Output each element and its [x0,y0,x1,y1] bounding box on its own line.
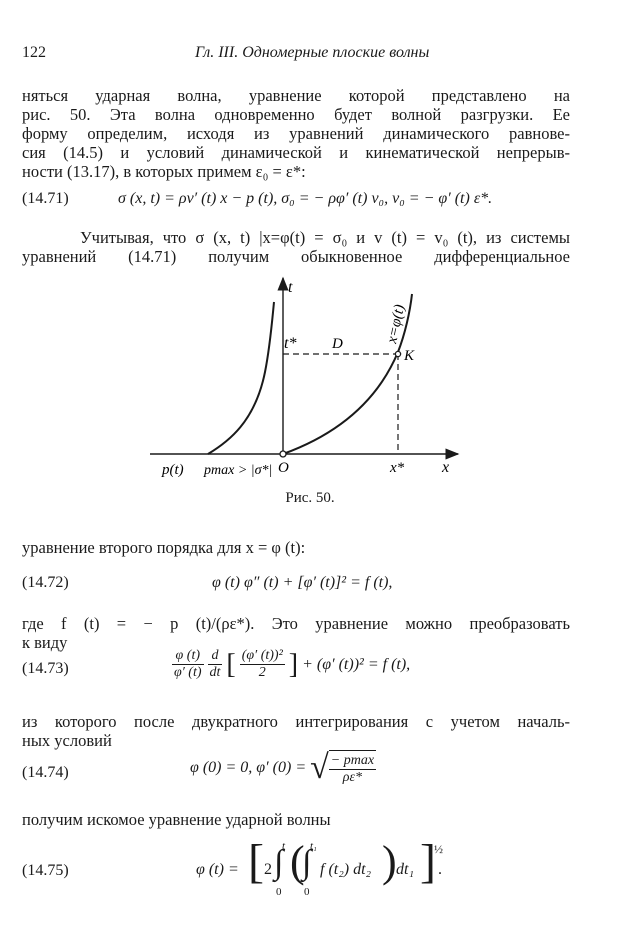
paragraph-3: уравнение второго порядка для x = φ (t): [22,538,306,557]
paragraph-2 [22,228,570,266]
pressure-curve [208,302,274,454]
region-d-label: D [332,336,343,352]
right-paren: ) [382,837,397,886]
fraction-numerator: − pmax [330,753,375,768]
text-line: Учитывая, что σ (x, t) |x=φ(t) = σ₀ и v (t) = v₀ (t), из системы [80,228,570,247]
dt1: dt₁ [396,861,415,878]
fraction-denominator: ρε* [342,770,363,785]
point-k [395,351,400,356]
fraction-denominator: φ′ (t) [174,665,202,680]
equation-14-71: σ (x, t) = ρv′ (t) x − p (t), σ₀ = − ρφ′ (t) v₀, v₀ = − φ′ (t) ε*. [118,190,493,207]
equation-label: (14.71) [22,190,69,207]
fraction-denominator: dt [209,665,221,680]
outer-lower-limit: 0 [276,886,282,898]
pmax-label: pmax > |σ*| [204,463,273,478]
text-line: форму определим, исходя из уравнений динамического равнове- [22,124,570,143]
page-number: 122 [22,44,46,61]
fraction-numerator: φ (t) [172,648,204,665]
text-line: ности (13.17), в которых примем ε₀ = ε*: [22,162,306,181]
paragraph-1 [22,86,570,181]
inner-upper-limit: t₁ [310,840,317,852]
right-bracket: ] [420,835,436,888]
equation-label: (14.72) [22,574,69,591]
x-axis-label: x [442,459,450,476]
left-bracket: [ [226,648,236,680]
equation-14-73 [172,648,410,681]
t-star-label: t* [284,335,297,352]
figure-50 [0,272,620,484]
figure-caption: Рис. 50. [285,490,335,506]
equation-left: φ (t) = [196,861,239,878]
text-line: где f (t) = − p (t)/(ρε*). Это уравнение можно преобразовать [22,614,570,633]
text-line: к виду [22,633,68,652]
fraction-numerator: (φ′ (t))² [241,648,283,663]
origin-point [280,451,286,457]
equation-14-75 [196,835,456,908]
paragraph-6: получим искомое уравнение ударной волны [22,810,331,829]
text-line: рис. 50. Эта волна одновременно будет волной разгрузки. Ее [22,105,570,124]
equation-label: (14.75) [22,862,69,879]
equation-14-72: φ (t) φ″ (t) + [φ′ (t)]² = f (t), [212,574,393,591]
paragraph-5 [22,712,570,750]
equation-end: . [438,861,442,878]
paragraph-4 [22,614,570,652]
inner-integral: ∫ [302,844,312,881]
equation-left: φ (0) = 0, φ′ (0) = [190,759,307,776]
left-bracket: [ [248,835,264,888]
text-line: няться ударная волна, уравнение которой представлено на [22,86,570,105]
fraction-denominator: 2 [258,665,266,680]
equation-rest: + (φ′ (t))² = f (t), [302,655,411,673]
curve-label: x=φ(t) [384,303,409,345]
equation-label: (14.74) [22,764,69,781]
p-label: p(t) [162,462,184,478]
text-line: ных условий [22,731,112,750]
sqrt-radicand [329,750,376,786]
inner-lower-limit: 0 [304,886,310,898]
sqrt-symbol: √ [310,749,329,786]
factor-two: 2 [264,861,272,878]
text-line: из которого после двукратного интегрирования с учетом началь- [22,712,570,731]
integrand: f (t₂) dt₂ [320,861,372,878]
fraction-numerator: d [208,648,223,665]
power-half: ½ [434,842,443,856]
text-line: уравнений (14.71) получим обыкновенное дифференциальное [22,247,570,266]
origin-label: O [278,460,289,476]
equation-label: (14.73) [22,660,69,677]
text-line: сия (14.5) и условий динамической и кинематической непрерыв- [22,143,570,162]
x-star-label: x* [390,460,405,476]
left-paren: ( [290,837,305,886]
right-bracket: ] [288,648,299,680]
outer-integral: ∫ [274,844,284,881]
equation-14-74 [190,750,376,786]
t-axis-label: t [288,279,293,296]
running-head: Гл. III. Одномерные плоские волны [195,44,430,61]
point-k-label: K [404,348,415,364]
outer-upper-limit: t [282,840,286,852]
